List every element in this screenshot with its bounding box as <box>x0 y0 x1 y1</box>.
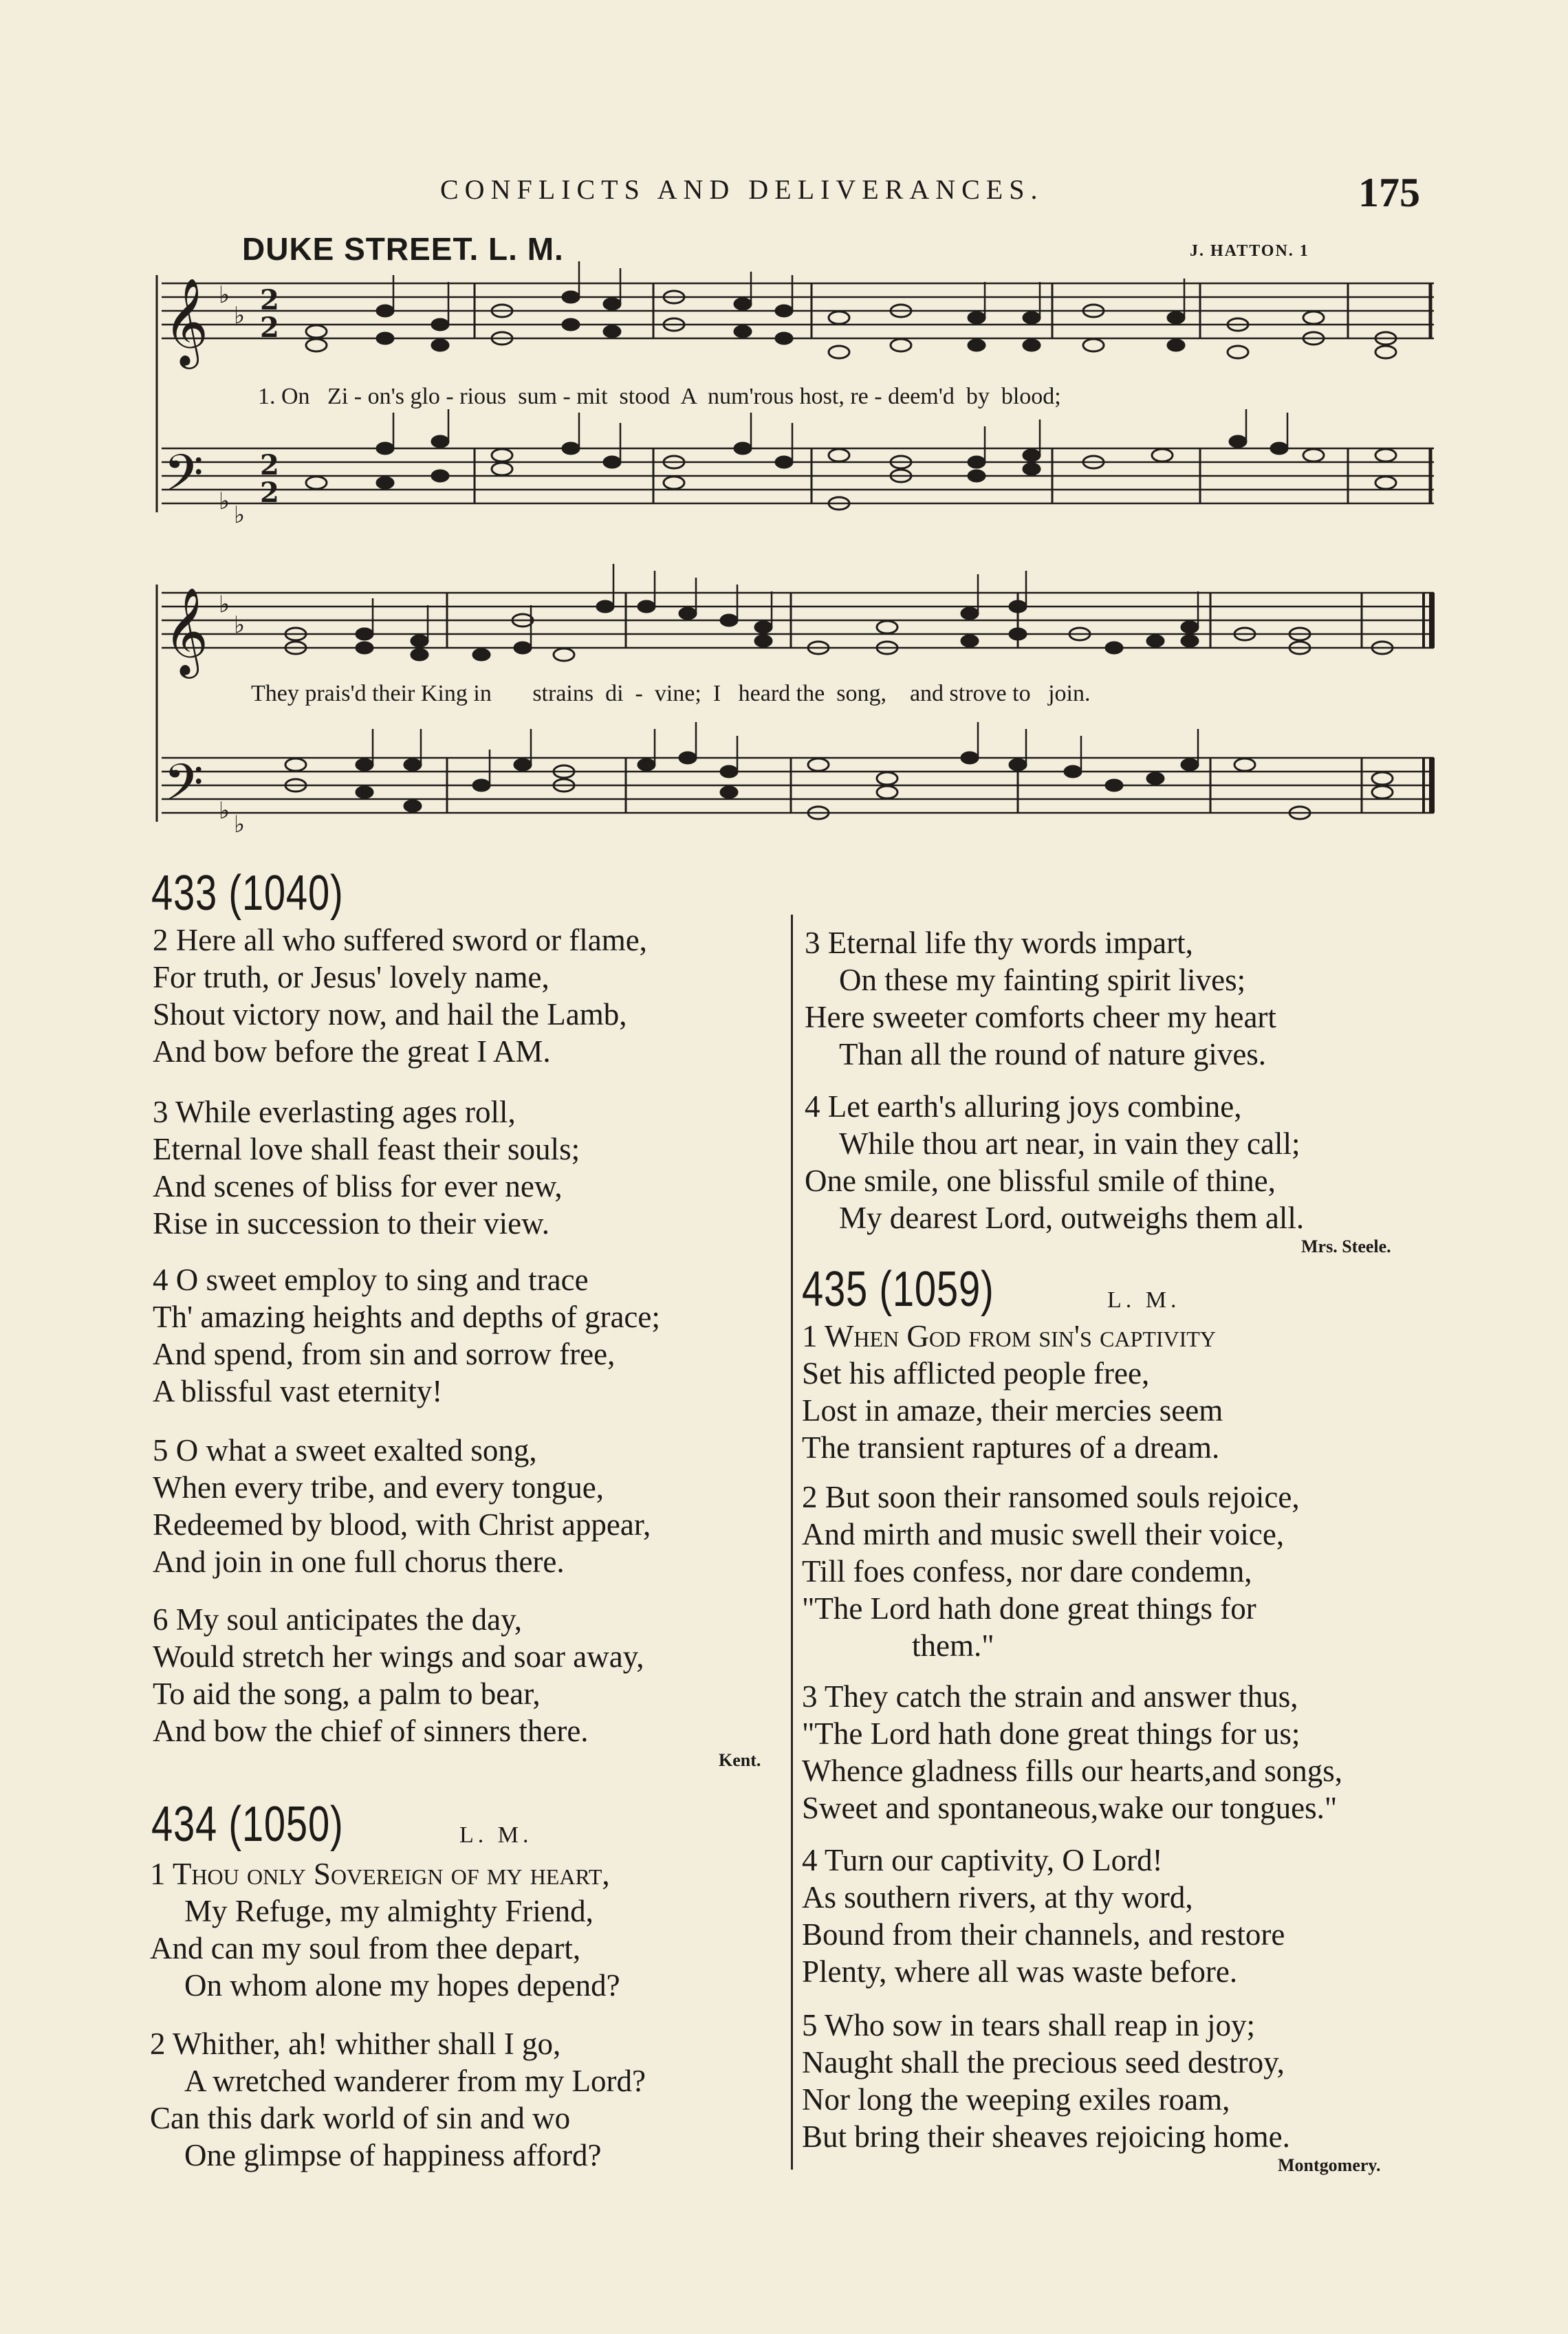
verse-line: "The Lord hath done great things for us; <box>802 1716 1300 1751</box>
verse-line: 2 Whither, ah! whither shall I go, <box>150 2027 561 2061</box>
verse-line: Naught shall the precious seed destroy, <box>802 2045 1285 2080</box>
hymn-434-number: 434 (1050) <box>151 1797 344 1852</box>
verse-line: Rise in succession to their view. <box>153 1206 549 1241</box>
verse-line: 2 But soon their ransomed souls rejoice, <box>802 1480 1300 1514</box>
hymn-435-number: 435 (1059) <box>802 1262 994 1317</box>
verse-line: For truth, or Jesus' lovely name, <box>153 960 549 994</box>
hymn-435-meter: L. M. <box>1107 1287 1181 1313</box>
hymn-434-stanza-3 <box>805 924 1276 1073</box>
svg-text:♭: ♭ <box>234 302 246 329</box>
verse-line: One glimpse of happiness afford? <box>184 2138 602 2172</box>
verse-line: Bound from their channels, and restore <box>802 1917 1285 1952</box>
svg-text:𝄞: 𝄞 <box>164 587 209 675</box>
hymn-434-stanza-1 <box>150 1855 620 2004</box>
verse-line: 3 They catch the strain and answer thus, <box>802 1679 1298 1714</box>
verse-line: One smile, one blissful smile of thine, <box>805 1164 1276 1198</box>
hymn-433-stanza-3 <box>153 1093 580 1242</box>
hymn-433-stanza-4 <box>153 1261 660 1410</box>
svg-text:𝄢: 𝄢 <box>164 444 204 516</box>
verse-line: And bow the chief of sinners there. <box>153 1714 589 1748</box>
svg-text:𝄞: 𝄞 <box>164 277 209 365</box>
verse-line: 4 Turn our captivity, O Lord! <box>802 1843 1163 1877</box>
verse-line: Would stretch her wings and soar away, <box>153 1639 644 1674</box>
verse-line: Nor long the weeping exiles roam, <box>802 2082 1230 2117</box>
verse-line: 5 O what a sweet exalted song, <box>153 1433 537 1468</box>
hymn-434-meter: L. M. <box>459 1822 533 1848</box>
svg-text:♭: ♭ <box>234 811 246 838</box>
hymn-433-author: Kent. <box>719 1750 761 1770</box>
verse-line: Sweet and spontaneous,wake our tongues." <box>802 1791 1338 1825</box>
verse-line: Plenty, where all was waste before. <box>802 1954 1238 1989</box>
verse-line: My Refuge, my almighty Friend, <box>184 1894 594 1928</box>
hymn-433-stanza-2 <box>153 921 647 1070</box>
verse-line: When every tribe, and every tongue, <box>153 1470 604 1505</box>
music-score <box>0 0 1568 866</box>
svg-text:♭: ♭ <box>219 797 230 825</box>
svg-text:2: 2 <box>260 449 279 481</box>
verse-line: The transient raptures of a dream. <box>802 1430 1220 1465</box>
hymn-435-stanza-3 <box>802 1678 1342 1826</box>
verse-line: 1 Thou only Sovereign of my heart, <box>150 1857 610 1891</box>
section-title: CONFLICTS AND DELIVERANCES. <box>440 174 1044 205</box>
verse-line: And can my soul from thee depart, <box>150 1931 581 1965</box>
verse-line: While thou art near, in vain they call; <box>839 1126 1300 1161</box>
staff-lines <box>162 283 1434 813</box>
verse-line: Here sweeter comforts cheer my heart <box>805 1000 1276 1034</box>
hymn-433-number: 433 (1040) <box>151 866 344 921</box>
verse-line: Till foes confess, nor dare condemn, <box>802 1554 1252 1589</box>
svg-text:♭: ♭ <box>234 501 246 529</box>
verse-line: Eternal love shall feast their souls; <box>153 1132 580 1166</box>
verse-line: And spend, from sin and sorrow free, <box>153 1337 616 1371</box>
verse-line: And join in one full chorus there. <box>153 1545 565 1579</box>
lyric-line-1: 1. On Zi - on's glo - rious sum - mit stood A num'rous host, re - deem'd by blood; <box>258 384 1061 409</box>
lyric-line-2: They prais'd their King in strains di - vine; I heard the song, and strove to join. <box>251 681 1091 706</box>
verse-line: Set his afflicted people free, <box>802 1356 1150 1390</box>
verse-line: 6 My soul anticipates the day, <box>153 1602 522 1637</box>
hymn-434-author: Mrs. Steele. <box>1301 1236 1391 1256</box>
hymn-433-stanza-5 <box>153 1432 651 1580</box>
hymn-435-author: Montgomery. <box>1278 2155 1381 2175</box>
verse-line: And bow before the great I AM. <box>153 1034 551 1069</box>
verse-line: Can this dark world of sin and wo <box>150 2101 571 2135</box>
verse-line: On whom alone my hopes depend? <box>184 1968 620 2003</box>
hymn-433-stanza-6 <box>153 1601 644 1749</box>
verse-line: 1 When God from sin's captivity <box>802 1319 1216 1353</box>
verse-line: 5 Who sow in tears shall reap in joy; <box>802 2008 1256 2042</box>
svg-text:2: 2 <box>260 284 279 316</box>
verse-line: 2 Here all who suffered sword or flame, <box>153 923 647 957</box>
verse-line: 4 Let earth's alluring joys combine, <box>805 1089 1242 1124</box>
page-number: 175 <box>1358 170 1420 215</box>
verse-line: As southern rivers, at thy word, <box>802 1880 1193 1915</box>
verse-line: Than all the round of nature gives. <box>839 1037 1267 1071</box>
verse-line: To aid the song, a palm to bear, <box>153 1677 541 1711</box>
verse-line: A blissful vast eternity! <box>153 1374 443 1408</box>
verse-line: And scenes of bliss for ever new, <box>153 1169 563 1203</box>
hymn-435-stanza-4 <box>802 1842 1285 1990</box>
hymn-435-stanza-5 <box>802 2007 1290 2155</box>
verse-line: 3 Eternal life thy words impart, <box>805 926 1193 960</box>
verse-line: 3 While everlasting ages roll, <box>153 1095 516 1129</box>
verse-line: A wretched wanderer from my Lord? <box>184 2064 646 2098</box>
column-divider <box>791 915 793 2170</box>
tune-name: DUKE STREET. L. M. <box>242 231 564 267</box>
hymn-435-stanza-2 <box>802 1479 1300 1664</box>
verse-line: "The Lord hath done great things for <box>802 1591 1256 1626</box>
verse-line: Th' amazing heights and depths of grace; <box>153 1300 660 1334</box>
verse-line: them." <box>912 1628 994 1663</box>
verse-line: 4 O sweet employ to sing and trace <box>153 1263 589 1297</box>
verse-line: My dearest Lord, outweighs them all. <box>839 1201 1305 1235</box>
svg-text:♭: ♭ <box>219 591 230 618</box>
svg-text:2: 2 <box>260 477 279 509</box>
verse-line: And mirth and music swell their voice, <box>802 1517 1285 1551</box>
verse-line: But bring their sheaves rejoicing home. <box>802 2119 1290 2154</box>
svg-text:♭: ♭ <box>219 281 230 309</box>
hymn-435-stanza-1 <box>802 1318 1223 1466</box>
svg-text:♭: ♭ <box>234 611 246 639</box>
svg-text:𝄢: 𝄢 <box>164 753 204 825</box>
verse-line: Lost in amaze, their mercies seem <box>802 1393 1223 1428</box>
clefs <box>164 277 279 838</box>
verse-line: Shout victory now, and hail the Lamb, <box>153 997 627 1032</box>
verse-line: On these my fainting spirit lives; <box>839 963 1246 997</box>
verse-line: Whence gladness fills our hearts,and songs, <box>802 1754 1343 1788</box>
tune-composer: J. HATTON. 1 <box>1190 242 1309 260</box>
hymn-434-stanza-2 <box>150 2025 646 2174</box>
verse-line: Redeemed by blood, with Christ appear, <box>153 1507 651 1542</box>
svg-text:2: 2 <box>260 312 279 344</box>
hymn-434-stanza-4 <box>805 1088 1304 1236</box>
svg-text:♭: ♭ <box>219 488 230 515</box>
notes <box>285 291 1396 819</box>
